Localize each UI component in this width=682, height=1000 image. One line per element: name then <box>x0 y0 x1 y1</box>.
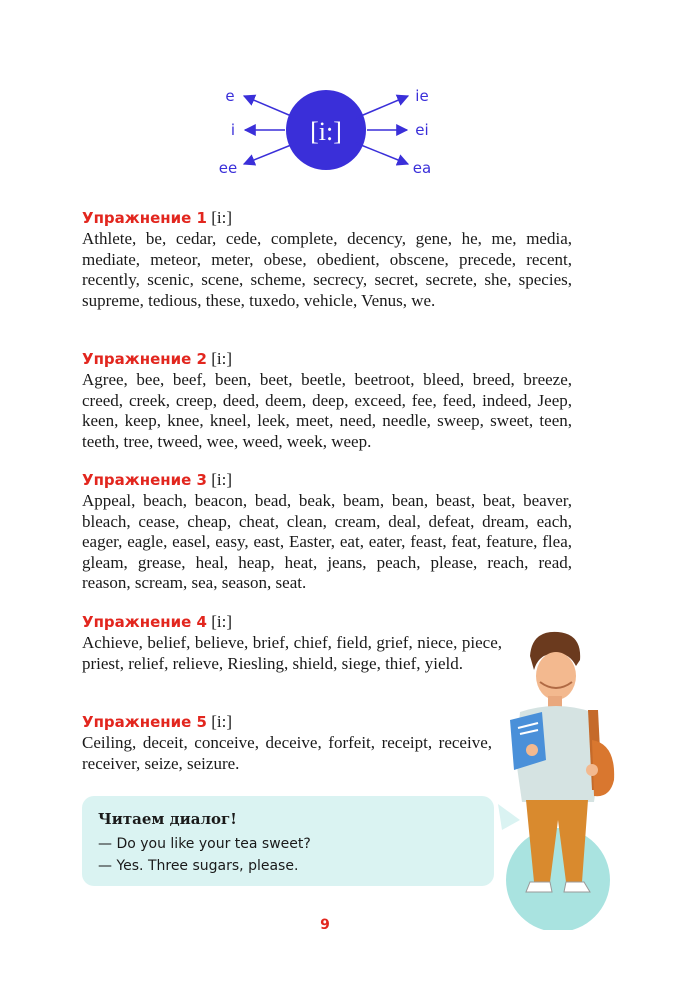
arrow-ee <box>244 143 296 164</box>
arrow-e <box>244 96 296 118</box>
page-number: 9 <box>320 917 330 933</box>
exercise-1 <box>82 207 572 311</box>
exercise-5-label: Упражнение 5 <box>82 713 207 731</box>
exercise-3-title <box>82 469 572 491</box>
exercise-5-words: Ceiling, deceit, conceive, deceive, forfeit, receipt, receive, receiver, seize, seizure. <box>82 733 492 773</box>
exercise-1-label: Упражнение 1 <box>82 209 207 227</box>
dialog-line-2: — Yes. Three sugars, please. <box>98 858 299 874</box>
exercise-2-sound: [i:] <box>211 349 232 368</box>
exercise-1-words: Athlete, be, cedar, cede, complete, decency, gene, he, me, media, mediate, meteor, meter, obese, obedient, obscene, precede, recent, recently, scenic, scene, scheme, secrecy, secret, secrete, she, species, supreme, tedious, these, tuxedo, vehicle, Venus, we. <box>82 229 572 310</box>
student-illustration <box>480 620 630 930</box>
dialog-box <box>82 796 494 886</box>
arrow-ea <box>356 143 408 164</box>
exercise-2-words: Agree, bee, beef, been, beet, beetle, beetroot, bleed, breed, breeze, creed, creek, creep, deed, deem, deep, exceed, fee, feed, indeed, Jeep, keen, keep, knee, kneel, leek, meet, need, needle, sweep, sweet, teen, teeth, tree, tweed, wee, weed, week, weep. <box>82 370 572 451</box>
exercise-4-title <box>82 611 502 633</box>
spelling-ee: ee <box>218 159 238 177</box>
dialog-title: Читаем диалог! <box>98 810 237 828</box>
exercise-4-label: Упражнение 4 <box>82 613 207 631</box>
exercise-4-sound: [i:] <box>211 612 232 631</box>
exercise-5-sound: [i:] <box>211 712 232 731</box>
exercise-3-sound: [i:] <box>211 470 232 489</box>
sound-circle-label: [i:] <box>310 117 342 146</box>
exercise-2-label: Упражнение 2 <box>82 350 207 368</box>
spelling-i: i <box>230 121 236 139</box>
exercise-1-title <box>82 207 572 229</box>
exercise-4-words: Achieve, belief, believe, brief, chief, field, grief, niece, piece, priest, relief, relieve, Riesling, shield, siege, thief, yield. <box>82 633 502 673</box>
spelling-ie: ie <box>415 87 429 105</box>
exercise-3 <box>82 469 572 594</box>
spelling-ea: ea <box>412 159 432 177</box>
spelling-ei: ei <box>415 121 429 139</box>
exercise-2 <box>82 348 572 452</box>
dialog-line-1: — Do you like your tea sweet? <box>98 836 311 852</box>
exercise-3-words: Appeal, beach, beacon, bead, beak, beam, bean, beast, beat, beaver, bleach, cease, cheap, cheat, clean, cream, deal, defeat, dream, each, eager, eagle, easel, easy, east, Easter, eat, eater, feast, feat, feature, flea, gleam, grease, heal, heap, heat, jeans, peach, please, reach, read, reason, scream, sea, season, seat. <box>82 491 572 592</box>
exercise-1-sound: [i:] <box>211 208 232 227</box>
sound-diagram <box>0 0 682 190</box>
exercise-2-title <box>82 348 572 370</box>
spelling-e: e <box>225 87 235 105</box>
exercise-3-label: Упражнение 3 <box>82 471 207 489</box>
arrow-ie <box>356 96 408 118</box>
